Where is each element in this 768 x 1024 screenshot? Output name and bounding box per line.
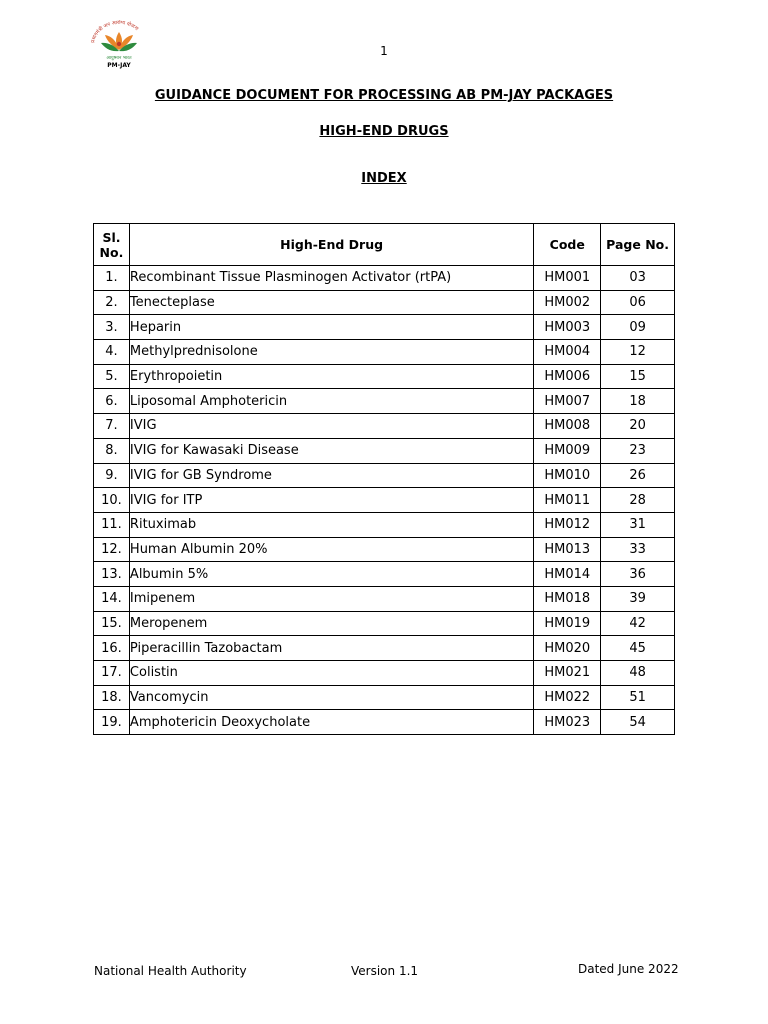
row-sl-no: 9. xyxy=(94,463,130,488)
index-heading: INDEX xyxy=(361,171,407,186)
header-page: Page No. xyxy=(601,224,675,266)
row-page-no: 20 xyxy=(601,414,675,439)
svg-text:प्रधानमंत्री जन आरोग्य योजना xyxy=(90,20,140,44)
row-page-no: 54 xyxy=(601,710,675,735)
row-drug-name: Heparin xyxy=(129,315,533,340)
row-page-no: 48 xyxy=(601,661,675,686)
table-row xyxy=(94,636,675,661)
row-page-no: 28 xyxy=(601,488,675,513)
table-row xyxy=(94,562,675,587)
row-drug-name: Recombinant Tissue Plasminogen Activator (rtPA) xyxy=(129,266,533,291)
row-sl-no: 16. xyxy=(94,636,130,661)
document-subtitle: HIGH-END DRUGS xyxy=(319,124,449,139)
row-sl-no: 12. xyxy=(94,537,130,562)
row-page-no: 06 xyxy=(601,290,675,315)
row-page-no: 23 xyxy=(601,438,675,463)
row-sl-no: 15. xyxy=(94,611,130,636)
table-row xyxy=(94,537,675,562)
row-drug-name: Amphotericin Deoxycholate xyxy=(129,710,533,735)
row-code: HM007 xyxy=(534,389,601,414)
row-sl-no: 19. xyxy=(94,710,130,735)
table-row xyxy=(94,488,675,513)
logo-arc-text: प्रधानमंत्री जन आरोग्य योजना xyxy=(90,20,140,44)
row-drug-name: Methylprednisolone xyxy=(129,340,533,365)
row-drug-name: Colistin xyxy=(129,661,533,686)
row-code: HM003 xyxy=(534,315,601,340)
row-code: HM018 xyxy=(534,586,601,611)
footer-organization: National Health Authority xyxy=(94,964,247,978)
row-page-no: 26 xyxy=(601,463,675,488)
row-drug-name: Meropenem xyxy=(129,611,533,636)
row-drug-name: IVIG xyxy=(129,414,533,439)
row-drug-name: IVIG for Kawasaki Disease xyxy=(129,438,533,463)
row-drug-name: Imipenem xyxy=(129,586,533,611)
header-sl-no xyxy=(94,224,130,266)
row-drug-name: Tenecteplase xyxy=(129,290,533,315)
row-page-no: 42 xyxy=(601,611,675,636)
header-drug: High-End Drug xyxy=(129,224,533,266)
row-page-no: 36 xyxy=(601,562,675,587)
table-row xyxy=(94,414,675,439)
row-sl-no: 8. xyxy=(94,438,130,463)
row-sl-no: 13. xyxy=(94,562,130,587)
row-drug-name: IVIG for GB Syndrome xyxy=(129,463,533,488)
row-code: HM001 xyxy=(534,266,601,291)
index-table-body xyxy=(94,266,675,735)
row-page-no: 39 xyxy=(601,586,675,611)
row-page-no: 12 xyxy=(601,340,675,365)
row-code: HM014 xyxy=(534,562,601,587)
row-page-no: 31 xyxy=(601,512,675,537)
table-row xyxy=(94,364,675,389)
row-drug-name: Erythropoietin xyxy=(129,364,533,389)
row-page-no: 03 xyxy=(601,266,675,291)
row-code: HM009 xyxy=(534,438,601,463)
row-sl-no: 17. xyxy=(94,661,130,686)
row-drug-name: Liposomal Amphotericin xyxy=(129,389,533,414)
row-drug-name: Piperacillin Tazobactam xyxy=(129,636,533,661)
row-drug-name: IVIG for ITP xyxy=(129,488,533,513)
row-sl-no: 6. xyxy=(94,389,130,414)
row-code: HM010 xyxy=(534,463,601,488)
table-row xyxy=(94,685,675,710)
table-row xyxy=(94,611,675,636)
header-code: Code xyxy=(534,224,601,266)
row-sl-no: 5. xyxy=(94,364,130,389)
row-code: HM020 xyxy=(534,636,601,661)
row-page-no: 33 xyxy=(601,537,675,562)
row-page-no: 18 xyxy=(601,389,675,414)
row-drug-name: Rituximab xyxy=(129,512,533,537)
table-row xyxy=(94,290,675,315)
row-drug-name: Human Albumin 20% xyxy=(129,537,533,562)
row-sl-no: 10. xyxy=(94,488,130,513)
footer-version: Version 1.1 xyxy=(351,964,419,978)
table-row xyxy=(94,340,675,365)
row-sl-no: 18. xyxy=(94,685,130,710)
table-header-row xyxy=(94,224,675,266)
table-row xyxy=(94,389,675,414)
table-row xyxy=(94,438,675,463)
page-number: 1 xyxy=(380,44,388,58)
row-page-no: 09 xyxy=(601,315,675,340)
table-row xyxy=(94,710,675,735)
row-sl-no: 4. xyxy=(94,340,130,365)
row-page-no: 15 xyxy=(601,364,675,389)
table-row xyxy=(94,586,675,611)
row-code: HM008 xyxy=(534,414,601,439)
logo-hindi-tagline: आयुष्मान भारत xyxy=(106,56,132,61)
row-code: HM021 xyxy=(534,661,601,686)
row-page-no: 45 xyxy=(601,636,675,661)
table-row xyxy=(94,315,675,340)
table-row xyxy=(94,463,675,488)
table-row xyxy=(94,661,675,686)
table-row xyxy=(94,512,675,537)
row-code: HM011 xyxy=(534,488,601,513)
row-sl-no: 7. xyxy=(94,414,130,439)
row-drug-name: Vancomycin xyxy=(129,685,533,710)
row-code: HM022 xyxy=(534,685,601,710)
row-drug-name: Albumin 5% xyxy=(129,562,533,587)
row-code: HM006 xyxy=(534,364,601,389)
row-code: HM023 xyxy=(534,710,601,735)
row-code: HM019 xyxy=(534,611,601,636)
row-sl-no: 11. xyxy=(94,512,130,537)
logo-label: PM-JAY xyxy=(107,62,131,69)
row-sl-no: 3. xyxy=(94,315,130,340)
row-sl-no: 1. xyxy=(94,266,130,291)
row-code: HM013 xyxy=(534,537,601,562)
row-sl-no: 2. xyxy=(94,290,130,315)
row-code: HM002 xyxy=(534,290,601,315)
index-table xyxy=(93,223,675,735)
header-sl-line1: Sl. xyxy=(102,229,121,245)
row-sl-no: 14. xyxy=(94,586,130,611)
row-page-no: 51 xyxy=(601,685,675,710)
row-code: HM004 xyxy=(534,340,601,365)
document-title: GUIDANCE DOCUMENT FOR PROCESSING AB PM-JAY PACKAGES xyxy=(154,88,614,103)
footer-date: Dated June 2022 xyxy=(578,962,679,976)
header-sl-line2: No. xyxy=(99,244,124,260)
table-row xyxy=(94,266,675,291)
row-code: HM012 xyxy=(534,512,601,537)
